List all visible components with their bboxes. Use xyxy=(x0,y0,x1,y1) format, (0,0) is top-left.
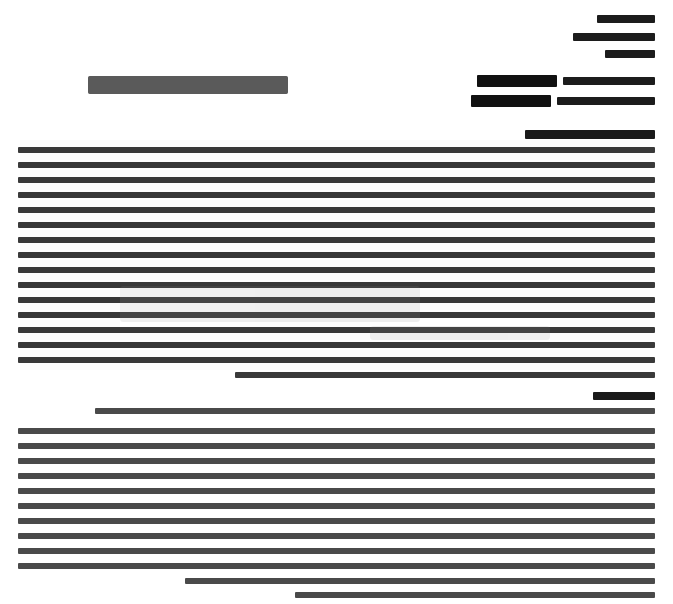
registration-date-value xyxy=(471,95,551,107)
notice-heading xyxy=(525,130,655,139)
body-line xyxy=(235,372,655,378)
notes-line xyxy=(95,408,655,414)
registration-number-label xyxy=(563,77,655,85)
body-line xyxy=(18,192,655,198)
letter-page-number-label xyxy=(573,33,655,41)
notes-line xyxy=(18,563,655,569)
letter-number-field xyxy=(597,14,655,24)
notes-line xyxy=(18,443,655,449)
body-line xyxy=(18,357,655,363)
notes-line xyxy=(18,488,655,494)
body-line xyxy=(18,237,655,243)
registration-number-row xyxy=(477,76,655,86)
body-line xyxy=(18,222,655,228)
letter-date-field xyxy=(605,49,655,59)
notes-line xyxy=(18,428,655,434)
notes-line xyxy=(18,503,655,509)
registration-number-value xyxy=(477,75,557,87)
notes-line xyxy=(18,458,655,464)
body-line xyxy=(18,177,655,183)
notes-line xyxy=(18,548,655,554)
registration-date-row xyxy=(471,96,655,106)
notes-line xyxy=(18,473,655,479)
watermark xyxy=(120,268,550,346)
letter-page-number-field xyxy=(573,32,655,42)
notes-heading xyxy=(593,392,655,400)
body-line xyxy=(18,162,655,168)
watermark-mark xyxy=(370,326,550,340)
notes-line xyxy=(18,533,655,539)
letter-number-label xyxy=(597,15,655,23)
notes-line xyxy=(185,578,655,584)
body-line xyxy=(18,147,655,153)
journal-title xyxy=(88,76,288,94)
watermark-mark xyxy=(120,286,420,322)
body-line xyxy=(18,252,655,258)
body-line xyxy=(18,207,655,213)
letter-date-label xyxy=(605,50,655,58)
notes-line xyxy=(295,592,655,598)
registration-date-label xyxy=(557,97,655,105)
notes-line xyxy=(18,518,655,524)
